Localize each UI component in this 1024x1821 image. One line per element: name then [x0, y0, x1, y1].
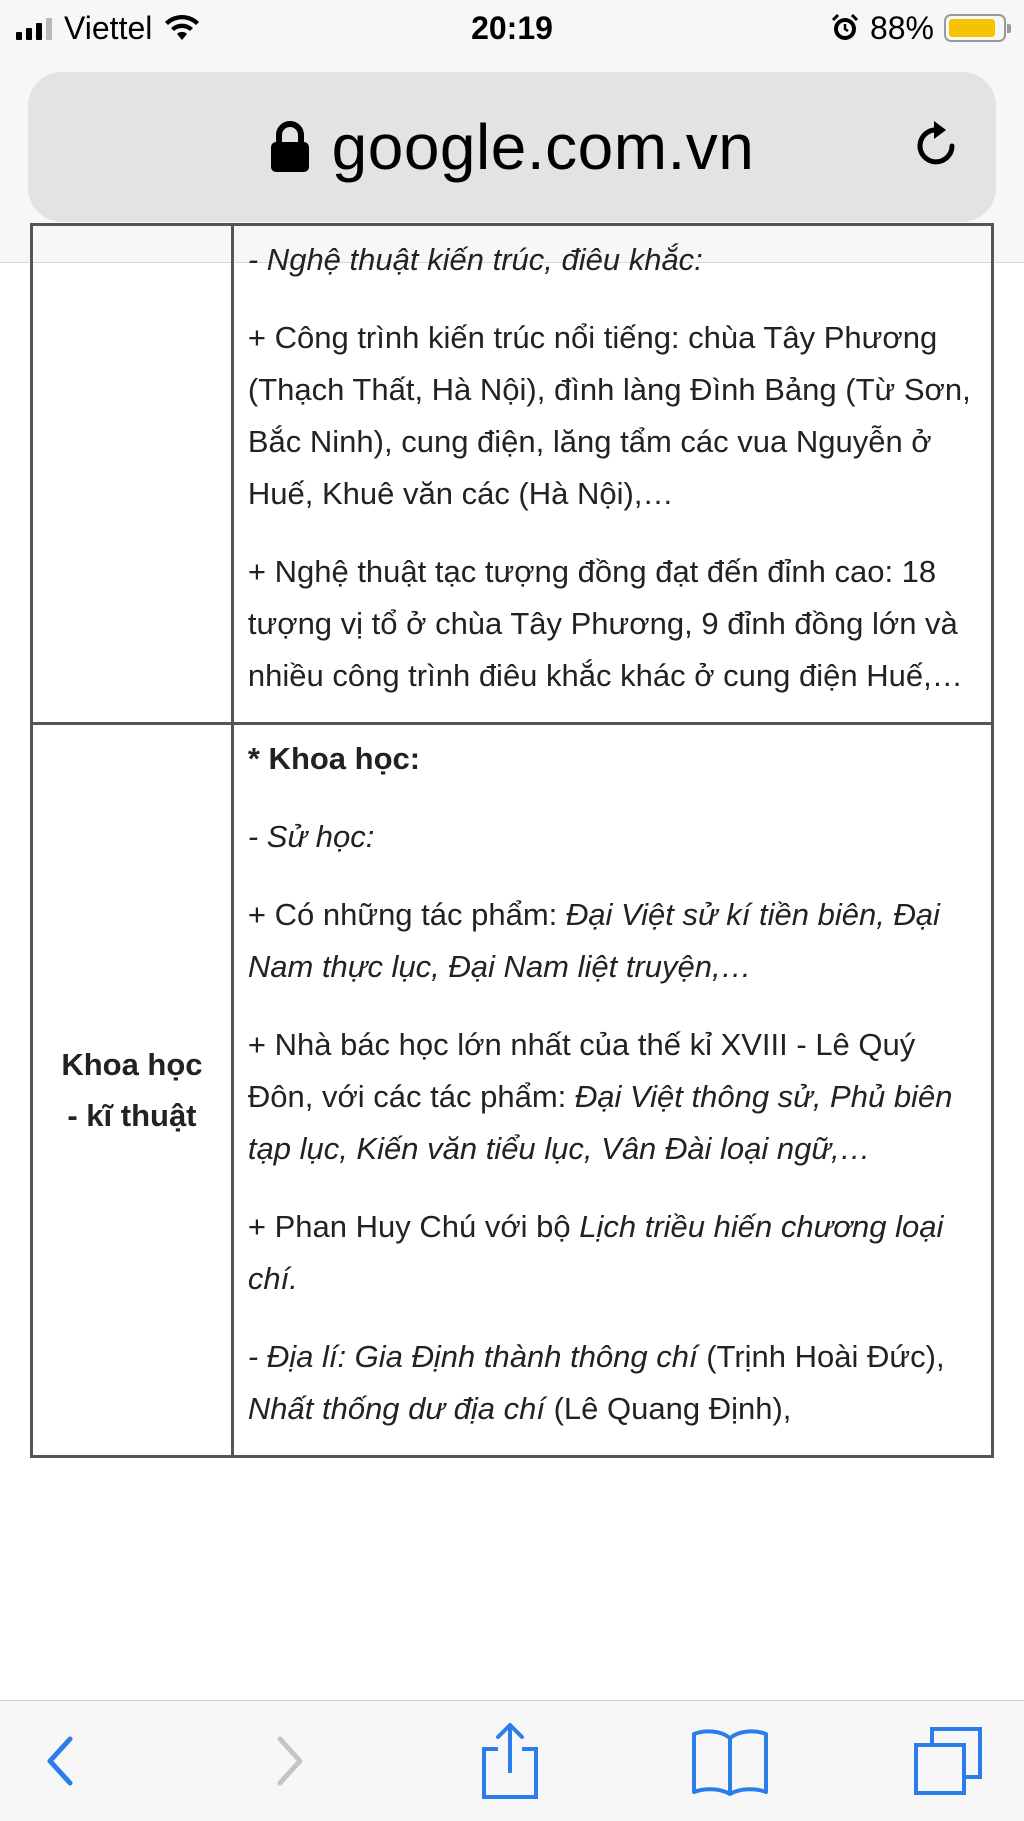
category-label-line1: Khoa học [61, 1047, 203, 1082]
work-titles: Nhất thống dư địa chí [247, 1391, 545, 1426]
back-button[interactable] [20, 1721, 100, 1801]
science-heading: * Khoa học: [247, 741, 421, 776]
forward-button[interactable] [250, 1721, 330, 1801]
architecture-paragraph: + Công trình kiến trúc nổi tiếng: chùa Tây Phương (Thạch Thất, Hà Nội), đình làng Đình Bảng (Từ Sơn, Bắc Ninh), cung điện, lăng tẩm các vua Nguyễn ở Huế, Khuê văn các (Hà Nội),… [247, 320, 971, 511]
history-paragraph-3 [248, 1201, 977, 1305]
text-span: + Có những tác phẩm: [247, 897, 566, 932]
text-span: (Trịnh Hoài Đức), [697, 1339, 945, 1374]
battery-fill [949, 19, 995, 37]
geography-paragraph [248, 1331, 977, 1435]
page-content [0, 242, 1024, 1699]
battery-percent: 88% [869, 9, 934, 46]
share-button[interactable] [470, 1721, 550, 1801]
table-cell-category [32, 225, 233, 724]
table-cell-content [232, 225, 992, 724]
back-icon [40, 1731, 80, 1791]
reload-icon[interactable] [912, 118, 962, 174]
bookmarks-button[interactable] [690, 1721, 770, 1801]
sculpture-paragraph: + Nghệ thuật tạc tượng đồng đạt đến đỉnh cao: 18 tượng vị tổ ở chùa Tây Phương, 9 đỉnh đồng lớn và nhiều công trình điêu khắc khác ở cung điện Huế,… [247, 554, 963, 693]
text-span: (Lê Quang Định), [545, 1391, 792, 1426]
work-titles: Gia Định thành thông chí [354, 1339, 698, 1374]
work-titles: Lịch triều hiến chương loại chí. [247, 1209, 944, 1296]
bookmarks-icon [690, 1726, 770, 1796]
status-right [830, 8, 1006, 48]
architecture-heading: - Nghệ thuật kiến trúc, điêu khắc: [247, 242, 703, 277]
tabs-button[interactable] [908, 1721, 988, 1801]
address-bar[interactable] [28, 72, 996, 222]
alarm-icon [830, 13, 860, 43]
battery-icon [944, 14, 1006, 42]
history-paragraph-1 [248, 889, 977, 993]
table-row [32, 724, 993, 1457]
lock-icon [270, 121, 310, 173]
geography-label: - Địa lí: [247, 1339, 355, 1374]
status-time: 20:19 [471, 10, 553, 46]
forward-icon [270, 1731, 310, 1791]
bottom-toolbar [0, 1700, 1024, 1821]
table-cell-content [232, 724, 992, 1457]
category-label-line2: - kĩ thuật [67, 1098, 197, 1133]
history-heading: - Sử học: [247, 819, 375, 854]
text-span: + Phan Huy Chú với bộ [247, 1209, 580, 1244]
status-bar [0, 0, 1024, 56]
url-text[interactable]: google.com.vn [331, 111, 755, 183]
table-row [32, 225, 993, 724]
work-titles: Đại Việt sử kí tiền biên, Đại Nam thực lục, Đại Nam liệt truyện,… [247, 897, 940, 984]
culture-table [30, 223, 994, 1458]
table-cell-category [32, 724, 233, 1457]
share-icon [478, 1721, 542, 1801]
work-titles: Đại Việt thông sử, Phủ biên tạp lục, Kiến văn tiểu lục, Vân Đài loại ngữ,… [247, 1079, 953, 1166]
carrier-name: Viettel [64, 9, 153, 46]
tabs-icon [912, 1725, 984, 1797]
text-span: + Nhà bác học lớn nhất của thế kỉ XVIII - Lê Quý Đôn, với các tác phẩm: [247, 1027, 916, 1114]
history-paragraph-2 [248, 1019, 977, 1175]
